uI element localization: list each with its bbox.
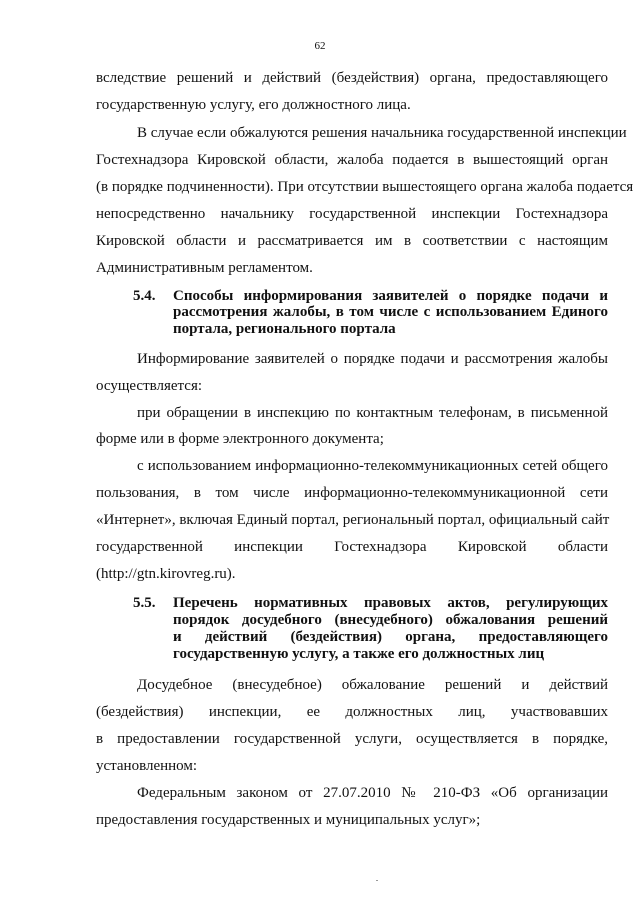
text-line: государственную услугу, его должностного лица. — [96, 97, 411, 113]
text-line: Досудебное (внесудебное) обжалование решений и действий — [137, 677, 608, 693]
text-line: с использованием информационно-телекоммуникационных сетей общего — [137, 458, 608, 474]
page-number: 62 — [314, 40, 326, 52]
text-line: при обращении в инспекцию по контактным телефонам, в письменной — [137, 405, 608, 421]
section-heading-line: портала, регионального портала — [173, 321, 396, 337]
text-line: В случае если обжалуются решения начальника государственной инспекции — [137, 125, 627, 141]
text-line: вследствие решений и действий (бездействия) органа, предоставляющего — [96, 70, 608, 86]
text-line: в предоставлении государственной услуги, осуществляется в порядке, — [96, 731, 608, 747]
text-line: Кировской области и рассматривается им в соответствии с настоящим — [96, 233, 608, 249]
text-line: Федеральным законом от 27.07.2010 № 210-ФЗ «Об организации — [137, 785, 608, 801]
section-heading-line: Перечень нормативных правовых актов, регулирующих — [173, 595, 608, 611]
scan-speck — [376, 880, 378, 881]
text-line: установленном: — [96, 758, 198, 774]
section-heading-line: рассмотрения жалобы, в том числе с использованием Единого — [173, 304, 608, 320]
section-heading-line: порядок досудебного (внесудебного) обжалования решений — [173, 612, 608, 628]
text-line: непосредственно начальнику государственной инспекции Гостехнадзора — [96, 206, 608, 222]
text-line: (бездействия) инспекции, ее должностных лиц, участвовавших — [96, 704, 608, 720]
text-line: государственной инспекции Гостехнадзора Кировской области — [96, 539, 608, 555]
text-line: (http://gtn.kirovreg.ru). — [96, 566, 236, 582]
text-line: Информирование заявителей о порядке подачи и рассмотрения жалобы — [137, 351, 608, 367]
text-line: предоставления государственных и муниципальных услуг»; — [96, 812, 481, 828]
section-number: 5.5. — [133, 595, 156, 611]
text-line: форме или в форме электронного документа; — [96, 431, 384, 447]
section-heading-line: Способы информирования заявителей о порядке подачи и — [173, 288, 608, 304]
text-line: пользования, в том числе информационно-телекоммуникационной сети — [96, 485, 608, 501]
text-line: Административным регламентом. — [96, 260, 313, 276]
section-heading-line: государственную услугу, а также его должностных лиц — [173, 646, 545, 662]
text-line: «Интернет», включая Единый портал, региональный портал, официальный сайт — [96, 512, 610, 528]
section-heading-line: и действий (бездействия) органа, предоставляющего — [173, 629, 608, 645]
text-line: осуществляется: — [96, 378, 203, 394]
text-line: (в порядке подчиненности). При отсутствии вышестоящего органа жалоба подается — [96, 179, 634, 195]
text-line: Гостехнадзора Кировской области, жалоба подается в вышестоящий орган — [96, 152, 608, 168]
section-number: 5.4. — [133, 288, 156, 304]
